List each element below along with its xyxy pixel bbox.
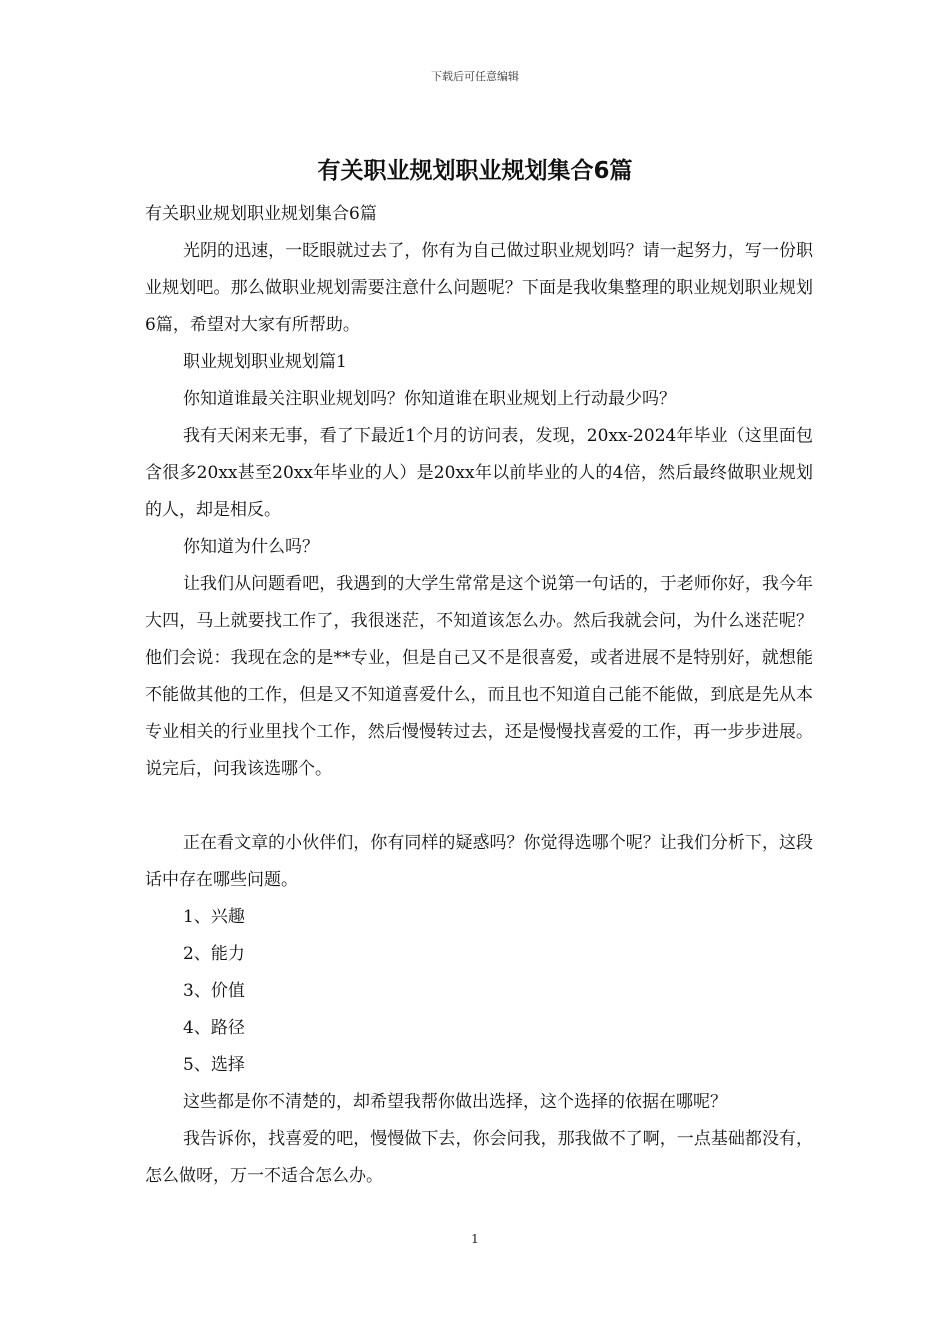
paragraph-example: 让我们从问题看吧，我遇到的大学生常常是这个说第一句话的，于老师你好，我今年大四，马上就要找工作了，我很迷茫，不知道该怎么办。然后我就会问，为什么迷茫呢？他们会说：我现在念的是**专业，但是自己又不是很喜爱，或者进展不是特别好，就想能不能做其他的工作，但是又不知道喜爱什么，而且也不知道自己能不能做，到底是先从本专业相关的行业里找个工作，然后慢慢转过去，还是慢慢找喜爱的工作，再一步步进展。说完后，问我该选哪个。 [145, 574, 813, 779]
paragraph-intro: 光阴的迅速，一眨眼就过去了，你有为自己做过职业规划吗？请一起努力，写一份职业规划吧。那么做职业规划需要注意什么问题呢？下面是我收集整理的职业规划职业规划6篇，希望对大家有所帮助。 [145, 241, 813, 335]
list-item: 5、选择 [183, 1055, 245, 1075]
paragraph-question: 你知道谁最关注职业规划吗？你知道谁在职业规划上行动最少吗？ [183, 389, 676, 409]
header-note: 下载后可任意编辑 [431, 70, 519, 83]
paragraph-observation: 我有天闲来无事，看了下最近1个月的访问表，发现，20xx-2024年毕业（这里面包含很多20xx甚至20xx年毕业的人）是20xx年以前毕业的人的4倍，然后最终做职业规划的人，却是相反。 [145, 426, 813, 520]
document-body [145, 196, 813, 1195]
paragraph-choice: 这些都是你不清楚的，却希望我帮你做出选择，这个选择的依据在哪呢？ [183, 1092, 727, 1112]
document-title: 有关职业规划职业规划集合6篇 [317, 158, 633, 184]
document-subtitle: 有关职业规划职业规划集合6篇 [145, 204, 377, 224]
paragraph-why: 你知道为什么吗？ [183, 537, 319, 557]
paragraph-analysis: 正在看文章的小伙伴们，你有同样的疑惑吗？你觉得选哪个呢？让我们分析下，这段话中存在哪些问题。 [145, 833, 813, 890]
blank-line [145, 788, 813, 825]
page-number: 1 [471, 1232, 479, 1246]
list-item: 1、兴趣 [183, 907, 245, 927]
section-heading: 职业规划职业规划篇1 [183, 352, 347, 372]
paragraph-advice: 我告诉你，找喜爱的吧，慢慢做下去，你会问我，那我做不了啊，一点基础都没有，怎么做呀，万一不适合怎么办。 [145, 1129, 813, 1186]
list-item: 4、路径 [183, 1018, 245, 1038]
list-item: 2、能力 [183, 944, 245, 964]
list-item: 3、价值 [183, 981, 245, 1001]
